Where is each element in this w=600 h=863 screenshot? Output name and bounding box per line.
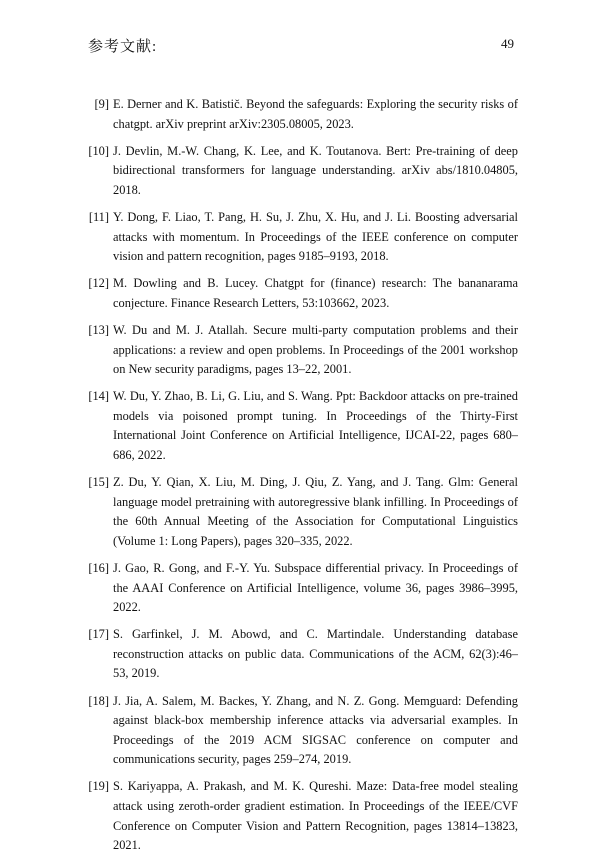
reference-text: M. Dowling and B. Lucey. Chatgpt for (finance) research: The bananarama conjecture. Finance Research Letters, 53:103662, 2023. (113, 276, 518, 310)
reference-number: [17] (88, 627, 109, 642)
reference-item (88, 321, 518, 380)
reference-item (88, 95, 518, 134)
reference-text: W. Du and M. J. Atallah. Secure multi-party computation problems and their applications: a review and open problems. In Proceedings of the 2001 workshop on New security paradigms, pages 13–22, 2001. (113, 322, 518, 377)
reference-item (88, 142, 518, 201)
reference-number: [18] (88, 693, 109, 708)
header-title: 参考文献: (88, 39, 158, 55)
reference-number: [13] (88, 322, 109, 337)
page-number: 49 (501, 36, 514, 51)
reference-item (88, 692, 518, 770)
reference-number: [10] (88, 143, 109, 158)
reference-text: J. Devlin, M.-W. Chang, K. Lee, and K. Toutanova. Bert: Pre-training of deep bidirectional transformers for language understanding. arXiv abs/1810.04805, 2018. (113, 143, 518, 197)
reference-number: [14] (88, 389, 109, 404)
reference-text: S. Kariyappa, A. Prakash, and M. K. Qureshi. Maze: Data-free model stealing attack using zeroth-order gradient estimation. In Proceedings of the IEEE/CVF Conference on Computer Vision and Pattern Recognition, pages 13814–13823, 2021. (113, 779, 518, 853)
reference-list (88, 95, 518, 863)
reference-item (88, 208, 518, 267)
reference-text: E. Derner and K. Batistič. Beyond the safeguards: Exploring the security risks of chatgpt. arXiv preprint arXiv:2305.08005, 2023. (113, 97, 518, 131)
reference-item (88, 387, 518, 465)
reference-item (88, 777, 518, 855)
reference-number: [15] (88, 475, 109, 490)
reference-text: J. Jia, A. Salem, M. Backes, Y. Zhang, and N. Z. Gong. Memguard: Defending against black-box membership inference attacks via adversarial examples. In Proceedings of the 2019 ACM SIGSAC conference on computer and communications security, pages 259–274, 2019. (113, 693, 518, 767)
running-header (88, 35, 514, 57)
reference-item (88, 274, 518, 313)
reference-text: Z. Du, Y. Qian, X. Liu, M. Ding, J. Qiu, Z. Yang, and J. Tang. Glm: General language model pretraining with autoregressive blank infilling. In Proceedings of the 60th Annual Meeting of the Association for Computational Linguistics (Volume 1: Long Papers), pages 320–335, 2022. (113, 475, 518, 548)
reference-text: J. Gao, R. Gong, and F.-Y. Yu. Subspace differential privacy. In Proceedings of the AAAI Conference on Artificial Intelligence, volume 36, pages 3986–3995, 2022. (113, 560, 518, 615)
reference-number: [9] (94, 97, 109, 111)
reference-item (88, 559, 518, 618)
reference-number: [12] (88, 276, 109, 291)
reference-item (88, 625, 518, 684)
reference-number: [16] (88, 560, 109, 575)
reference-number: [11] (88, 209, 109, 224)
reference-text: S. Garfinkel, J. M. Abowd, and C. Martindale. Understanding database reconstruction attacks on public data. Communications of the ACM, 62(3):46–53, 2019. (113, 627, 518, 681)
reference-text: W. Du, Y. Zhao, B. Li, G. Liu, and S. Wang. Ppt: Backdoor attacks on pre-trained models via poisoned prompt tuning. In Proceedings of the Thirty-First International Joint Conference on Artificial Intelligence, IJCAI-22, pages 680–686, 2022. (113, 389, 518, 462)
reference-text: Y. Dong, F. Liao, T. Pang, H. Su, J. Zhu, X. Hu, and J. Li. Boosting adversarial attacks with momentum. In Proceedings of the IEEE conference on computer vision and pattern recognition, pages 9185–9193, 2018. (113, 209, 518, 264)
reference-number: [19] (88, 779, 109, 794)
reference-item (88, 473, 518, 551)
